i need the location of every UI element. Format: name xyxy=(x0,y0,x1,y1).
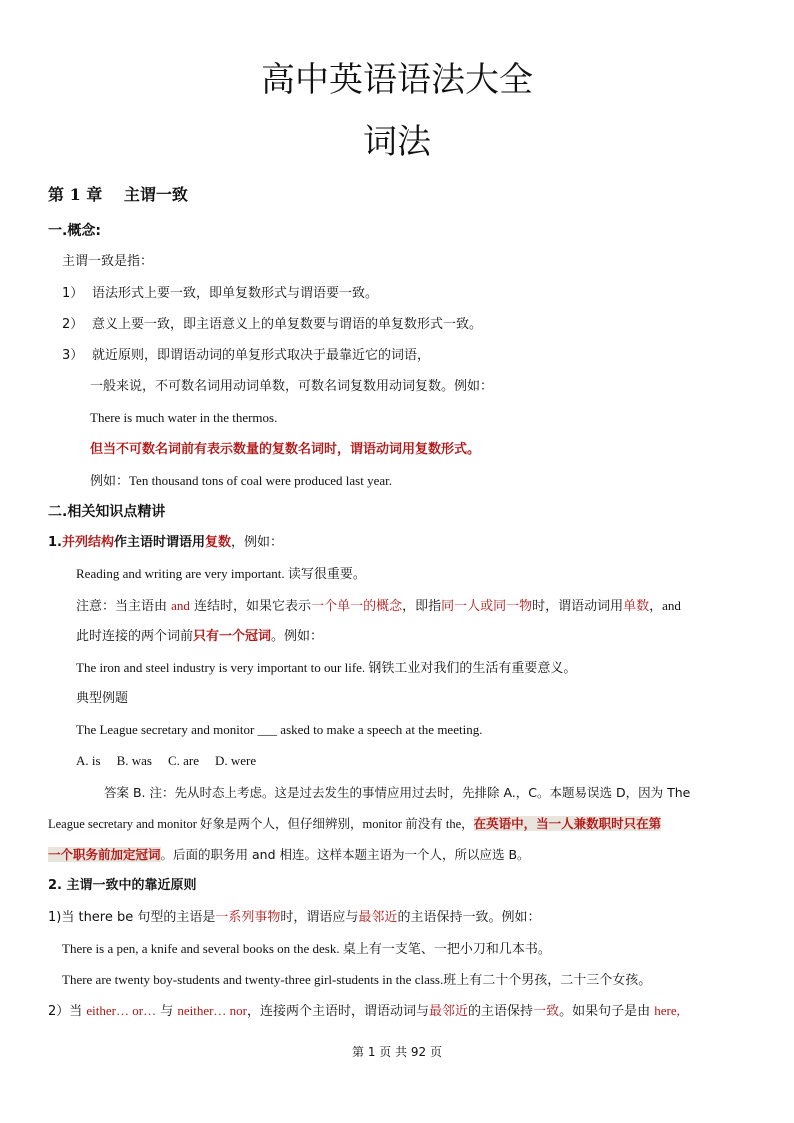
keyword: 最邻近 xyxy=(358,910,398,925)
point-number: 1. xyxy=(48,535,62,550)
keyword: here, xyxy=(654,1003,680,1018)
list-number: 3） xyxy=(62,348,84,363)
page-footer: 第 1 页 共 92 页 xyxy=(352,1045,442,1059)
option-a: A. is xyxy=(76,753,101,768)
keyword: 一个单一的概念 xyxy=(311,599,403,614)
text: 作主语时谓语用 xyxy=(114,535,206,550)
list-item-2 xyxy=(62,316,482,334)
example-sentence: There is a pen, a knife and several books on the desk. 桌上有一支笔、一把小刀和几本书。 xyxy=(62,941,551,956)
text: 1)当 there be 句型的主语是 xyxy=(48,910,216,925)
example-prefix: 例如： xyxy=(90,474,130,489)
rule-paragraph xyxy=(48,1002,680,1021)
text: ，and xyxy=(649,598,681,613)
list-number: 1） xyxy=(62,286,84,301)
keyword: and xyxy=(171,598,190,613)
keyword: either… or… xyxy=(86,1003,157,1018)
text: 时，谓语应与 xyxy=(280,910,359,925)
option-c: C. are xyxy=(167,753,199,768)
text: 与 xyxy=(156,1004,178,1019)
typical-example-label: 典型例题 xyxy=(76,691,129,706)
answer-explanation: 答案 B. 注：先从时态上考虑。这是过去发生的事情应用过去时，先排除 A.，C。本题易误选 D，因为 The xyxy=(104,785,691,800)
keyword: 只有一个冠词 xyxy=(193,629,272,644)
list-text: 语法形式上要一致，即单复数形式与谓语要一致。 xyxy=(92,286,379,301)
keyword: 一系列事物 xyxy=(215,910,281,925)
keyword: 最邻近 xyxy=(429,1004,469,1019)
note-paragraph xyxy=(76,597,681,616)
example-text: Ten thousand tons of coal were produced last year. xyxy=(129,473,392,488)
example-sentence: Reading and writing are very important. 读写很重要。 xyxy=(76,566,366,581)
option-b: B. was xyxy=(116,753,152,768)
keyword: 并列结构 xyxy=(61,535,114,550)
answer-explanation-cont xyxy=(48,846,530,864)
text: 。如果句子是由 xyxy=(559,1004,655,1019)
example-sentence xyxy=(90,472,392,491)
list-item-3 xyxy=(62,347,430,365)
answer-explanation-cont xyxy=(48,815,661,833)
highlighted-rule: 在英语中，当一人兼数职时只在第 xyxy=(473,816,662,831)
text: ，即指 xyxy=(402,599,442,614)
keyword: 单数 xyxy=(623,599,650,614)
text: 2）当 xyxy=(48,1004,87,1019)
keyword: 一致 xyxy=(533,1004,560,1019)
chapter-heading: 第 1 章 主谓一致 xyxy=(48,185,188,204)
text: ，连接两个主语时，谓语动词与 xyxy=(247,1004,430,1019)
keyword: 复数 xyxy=(205,535,232,550)
document-subtitle: 词法 xyxy=(363,122,431,162)
example-sentence: There are twenty boy-students and twenty-three girl-students in the class.班上有二十个男孩，二十三个女孩。 xyxy=(62,972,652,987)
list-item-1 xyxy=(62,285,378,303)
text: ，例如： xyxy=(231,535,284,550)
document-title: 高中英语语法大全 xyxy=(261,60,533,100)
text: 时，谓语动词用 xyxy=(532,599,624,614)
text: League secretary and monitor 好象是两个人，但仔细辨别，monitor 前没有 the， xyxy=(48,817,474,831)
keyword: 同一人或同一物 xyxy=(441,599,533,614)
intro-text: 主谓一致是指： xyxy=(62,254,154,269)
answer-options xyxy=(76,752,272,770)
list-text: 意义上要一致，即主语意义上的单复数要与谓语的单复数形式一致。 xyxy=(92,317,483,332)
example-sentence: The iron and steel industry is very important to our life. 钢铁工业对我们的生活有重要意义。 xyxy=(76,660,577,675)
highlight-rule: 但当不可数名词前有表示数量的复数名词时，谓语动词用复数形式。 xyxy=(90,442,481,457)
text: 的主语保持一致。例如： xyxy=(397,910,541,925)
point-2-heading: 2. 主谓一致中的靠近原则 xyxy=(48,878,197,893)
list-text: 就近原则，即谓语动词的单复形式取决于最靠近它的词语， xyxy=(92,348,431,363)
text: 。例如： xyxy=(271,629,324,644)
list-number: 2） xyxy=(62,317,84,332)
example-sentence: There is much water in the thermos. xyxy=(90,410,278,425)
rule-paragraph xyxy=(48,909,540,927)
question-text: The League secretary and monitor ___ asked to make a speech at the meeting. xyxy=(76,722,483,737)
highlighted-rule: 一个职务前加定冠词 xyxy=(48,847,161,862)
section1-heading: 一.概念: xyxy=(48,223,101,239)
text: 。后面的职务用 and 相连。这样本题主语为一个人，所以应选 B。 xyxy=(160,847,530,862)
text: 注意：当主语由 xyxy=(76,599,172,614)
option-d: D. were xyxy=(215,753,257,768)
section2-heading: 二.相关知识点精讲 xyxy=(48,504,166,520)
keyword: neither… nor xyxy=(177,1003,248,1018)
note-paragraph-cont xyxy=(76,628,323,646)
point-1-heading xyxy=(48,534,283,552)
general-rule: 一般来说，不可数名词用动词单数，可数名词复数用动词复数。例如： xyxy=(90,379,494,394)
text: 的主语保持 xyxy=(468,1004,534,1019)
text: 连结时，如果它表示 xyxy=(189,599,312,614)
text: 此时连接的两个词前 xyxy=(76,629,194,644)
